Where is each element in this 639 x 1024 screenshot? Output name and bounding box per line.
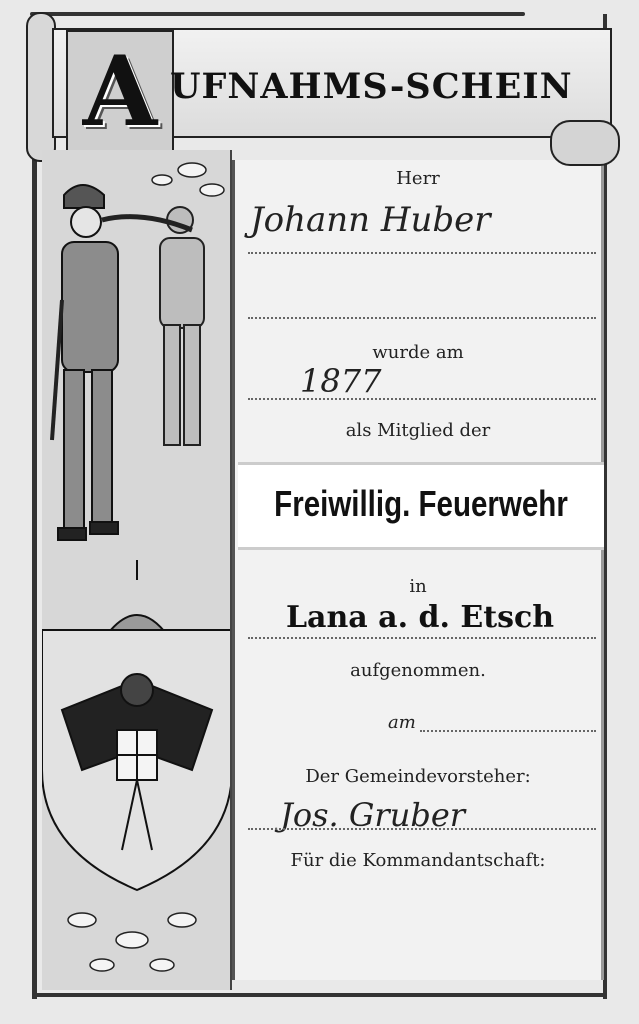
year-handwriting: 1877 xyxy=(300,362,382,400)
herr-label: Herr xyxy=(396,168,440,189)
mitglied-label: als Mitglied der xyxy=(345,420,491,441)
aufgenommen-label: aufgenommen. xyxy=(350,660,486,681)
kommandantschaft-label: Für die Kommandantschaft: xyxy=(290,850,546,871)
frame-rod-top xyxy=(30,12,525,16)
place-dotted-line xyxy=(248,637,596,639)
year-dotted-line xyxy=(248,398,596,400)
foliage-bottom-icon xyxy=(68,913,196,971)
eagle-crest-icon xyxy=(42,630,232,890)
title-initial: A xyxy=(66,30,174,154)
frame-rod-left xyxy=(32,14,37,999)
frame-rod-bottom xyxy=(32,993,607,997)
signature-dotted-line xyxy=(248,828,596,830)
foliage-top-icon xyxy=(152,163,224,196)
firemen-illustration xyxy=(42,150,232,990)
name-dotted-line xyxy=(248,252,596,254)
organization-name: Freiwillig. Feuerwehr xyxy=(274,483,568,524)
page-title: UFNAHMS-SCHEIN xyxy=(170,66,573,107)
date-dotted-line xyxy=(420,730,596,732)
gemeindevorsteher-label: Der Gemeindevorsteher: xyxy=(305,766,531,787)
in-label: in xyxy=(409,576,427,597)
member-name-handwriting: Johann Huber xyxy=(250,200,491,240)
illustration-svg xyxy=(42,150,232,990)
place-name: Lana a. d. Etsch xyxy=(285,600,555,635)
name-dotted-line-2 xyxy=(248,317,596,319)
signature-handwriting: Jos. Gruber xyxy=(280,796,466,834)
fireman-front-icon xyxy=(52,185,118,540)
organization-band xyxy=(238,462,604,550)
banner-curl-right xyxy=(550,120,620,166)
fireman-back-icon xyxy=(160,207,204,445)
am-label: am xyxy=(388,712,416,733)
wurde-am-label: wurde am xyxy=(372,342,464,363)
